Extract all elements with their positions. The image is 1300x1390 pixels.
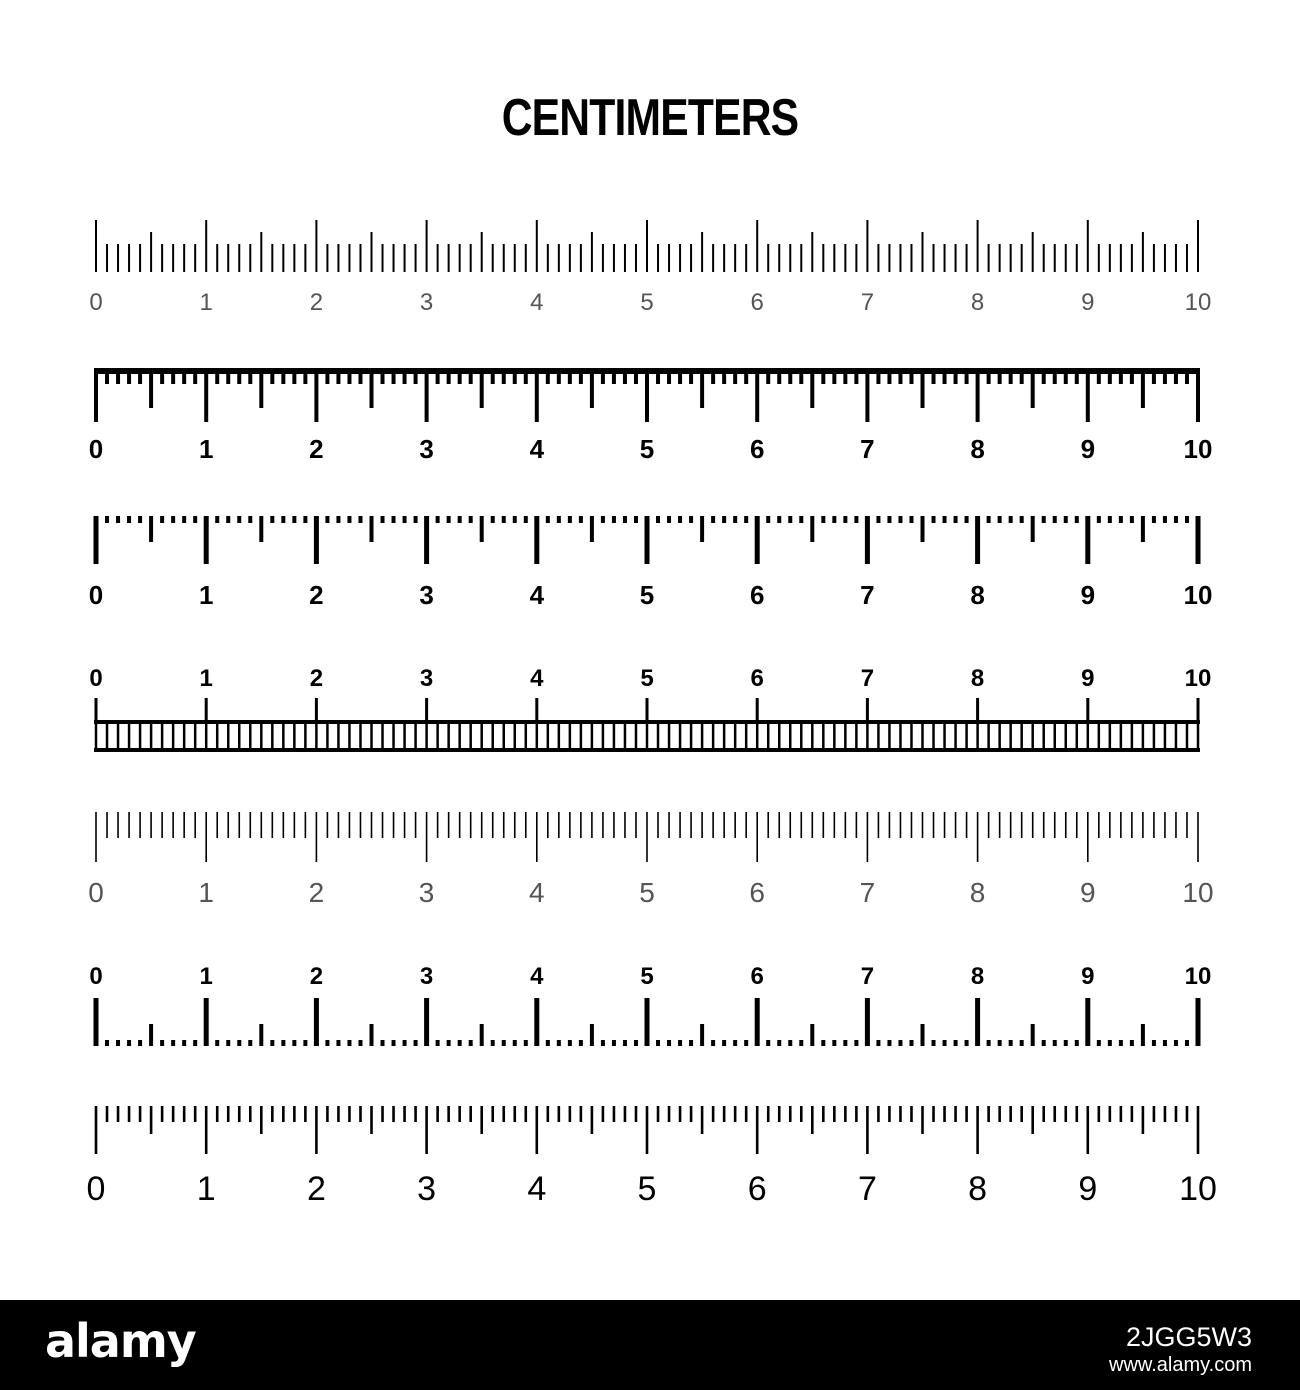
tick-label: 7: [860, 665, 875, 692]
tick-label: 8: [970, 434, 985, 464]
tick-label: 8: [970, 963, 985, 990]
tick-label: 5: [639, 580, 655, 610]
image-code: 2JGG5W3: [1125, 1322, 1252, 1352]
tick-label: 10: [1184, 665, 1212, 692]
tick-label: 5: [640, 665, 654, 692]
tick-label: 4: [530, 289, 544, 316]
tick-label: 4: [527, 1170, 547, 1208]
tick-label: 3: [419, 434, 434, 464]
tick-label: 2: [309, 434, 324, 464]
tick-label: 3: [419, 289, 434, 316]
tick-label: 3: [419, 665, 434, 692]
tick-label: 4: [530, 665, 544, 692]
tick-label: 6: [747, 1170, 767, 1208]
tick-label: 5: [640, 289, 654, 316]
tick-label: 9: [1080, 580, 1096, 610]
tick-label: 5: [640, 963, 654, 990]
tick-label: 10: [1183, 434, 1213, 464]
tick-label: 0: [88, 877, 104, 908]
tick-label: 4: [530, 963, 544, 990]
tick-label: 0: [89, 963, 103, 990]
tick-label: 3: [418, 877, 435, 908]
tick-label: 9: [1081, 289, 1095, 316]
tick-label: 6: [749, 580, 765, 610]
tick-label: 2: [309, 963, 324, 990]
tick-label: 1: [199, 289, 213, 316]
tick-label: 7: [860, 289, 875, 316]
tick-label: 8: [970, 580, 985, 610]
site-url: www.alamy.com: [1109, 1354, 1252, 1376]
tick-label: 7: [857, 1170, 877, 1208]
tick-label: 9: [1081, 665, 1095, 692]
tick-label: 4: [529, 580, 545, 610]
tick-label: 6: [749, 434, 765, 464]
tick-label: 0: [89, 665, 103, 692]
tick-label: 10: [1179, 1170, 1217, 1208]
tick-label: 7: [860, 963, 875, 990]
tick-label: 6: [750, 963, 764, 990]
tick-label: 7: [860, 434, 875, 464]
tick-label: 9: [1080, 434, 1096, 464]
tick-label: 1: [198, 434, 214, 464]
tick-label: 8: [970, 665, 985, 692]
tick-label: 10: [1184, 963, 1212, 990]
brand-logo: alamy: [45, 1314, 196, 1368]
tick-label: 10: [1183, 580, 1213, 610]
tick-label: 6: [750, 665, 764, 692]
tick-label: 1: [196, 1170, 216, 1208]
tick-label: 2: [309, 580, 324, 610]
tick-label: 0: [89, 289, 103, 316]
tick-label: 9: [1081, 963, 1095, 990]
tick-label: 0: [88, 580, 104, 610]
tick-label: 5: [639, 434, 655, 464]
tick-label: 3: [419, 963, 434, 990]
tick-label: 9: [1080, 877, 1096, 908]
tick-label: 8: [968, 1170, 988, 1208]
tick-label: 5: [639, 877, 655, 908]
tick-label: 3: [417, 1170, 437, 1208]
page-title: CENTIMETERS: [501, 89, 799, 147]
tick-label: 4: [529, 877, 545, 908]
tick-label: 2: [308, 877, 325, 908]
tick-label: 0: [88, 434, 104, 464]
tick-label: 1: [198, 580, 214, 610]
tick-label: 7: [859, 877, 876, 908]
tick-label: 5: [637, 1170, 657, 1208]
tick-label: 8: [969, 877, 986, 908]
tick-label: 1: [199, 665, 213, 692]
tick-label: 10: [1182, 877, 1214, 908]
tick-label: 1: [198, 877, 214, 908]
tick-label: 4: [529, 434, 545, 464]
tick-label: 9: [1078, 1170, 1098, 1208]
tick-label: 2: [309, 289, 324, 316]
tick-label: 10: [1184, 289, 1212, 316]
tick-label: 3: [419, 580, 434, 610]
tick-label: 6: [749, 877, 765, 908]
tick-label: 8: [970, 289, 985, 316]
tick-label: 2: [306, 1170, 326, 1208]
tick-label: 7: [860, 580, 875, 610]
tick-label: 0: [86, 1170, 106, 1208]
tick-label: 6: [750, 289, 764, 316]
tick-label: 1: [199, 963, 213, 990]
tick-label: 2: [309, 665, 324, 692]
